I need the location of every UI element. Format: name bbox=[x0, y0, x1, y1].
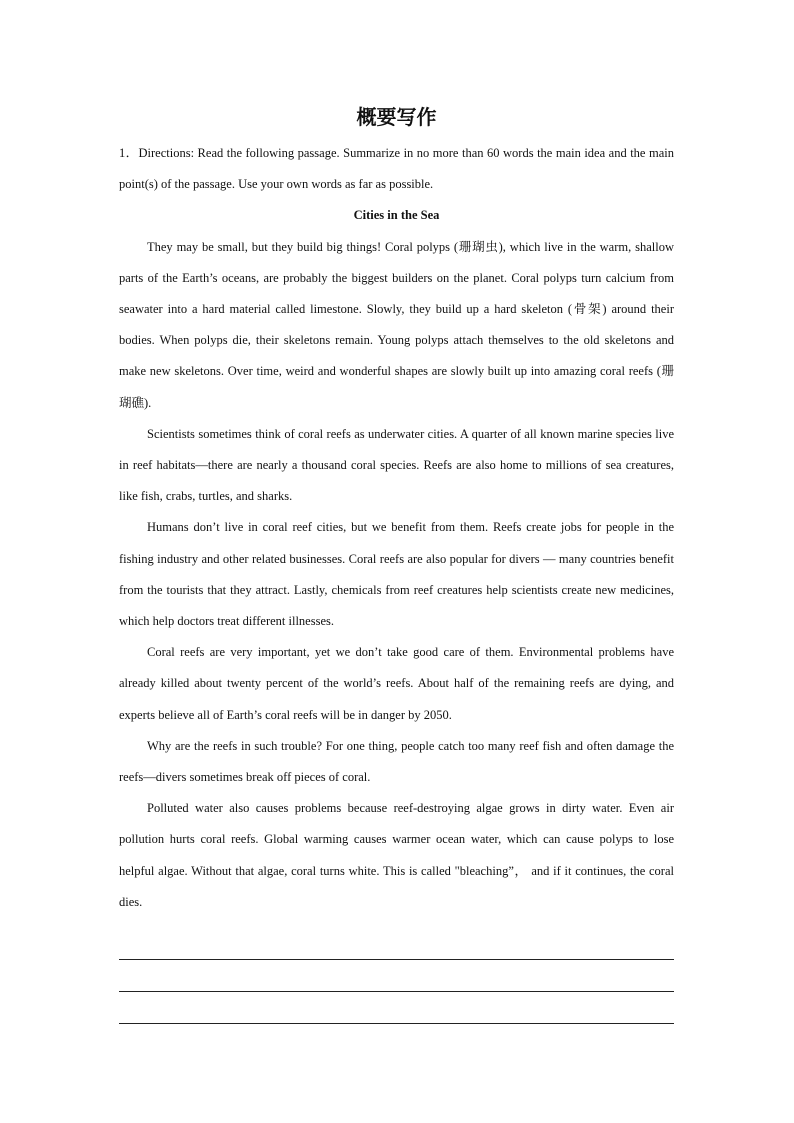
passage-paragraph-5: Why are the reefs in such trouble? For one thing, people catch too many reef fish and often damage the reefs—divers sometimes break off pieces of coral. bbox=[119, 738, 674, 785]
answer-area bbox=[119, 928, 674, 1024]
answer-line[interactable] bbox=[119, 928, 674, 960]
passage-paragraph-3: Humans don’t live in coral reef cities, but we benefit from them. Reefs create jobs for people in the fishing industry and other related businesses. Coral reefs are also popular for divers — many countries benefit from the tourists that they attract. Lastly, chemicals from reef creatures help scientists create new medicines, which help doctors treat different illnesses. bbox=[119, 520, 674, 629]
document-page bbox=[119, 100, 674, 1024]
section-heading: 概要写作 bbox=[356, 105, 437, 129]
passage-paragraph-1: They may be small, but they build big things! Coral polyps (珊瑚虫), which live in the warm, shallow parts of the Earth’s oceans, are probably the biggest builders on the planet. Coral polyps turn calcium from seawater into a hard material called limestone. Slowly, they build up a hard skeleton (骨架) around their bodies. When polyps die, their skeletons remain. Young polyps attach themselves to the old skeletons and make new skeletons. Over time, weird and wonderful shapes are slowly built up into amazing coral reefs (珊瑚礁). bbox=[119, 239, 674, 410]
passage-paragraph-4: Coral reefs are very important, yet we don’t take good care of them. Environmental problems have already killed about twenty percent of the world’s reefs. About half of the remaining reefs are dying, and experts believe all of Earth’s coral reefs will be in danger by 2050. bbox=[119, 645, 674, 722]
answer-line[interactable] bbox=[119, 992, 674, 1024]
question-directions bbox=[119, 138, 674, 200]
passage-title: Cities in the Sea bbox=[353, 208, 440, 223]
answer-line[interactable] bbox=[119, 960, 674, 992]
passage-paragraph-6: Polluted water also causes problems because reef-destroying algae grows in dirty water. Even air pollution hurts coral reefs. Global warming causes warmer ocean water, which can cause polyps to lose helpful algae. Without that algae, coral turns white. This is called "bleaching”， and if it continues, the coral dies. bbox=[119, 801, 674, 909]
question-number: 1． bbox=[119, 146, 139, 160]
directions-text: Directions: Read the following passage. Summarize in no more than 60 words the main idea and the main point(s) of the passage. Use your own words as far as possible. bbox=[119, 146, 674, 192]
passage-paragraph-2: Scientists sometimes think of coral reefs as underwater cities. A quarter of all known marine species live in reef habitats—there are nearly a thousand coral species. Reefs are also home to millions of sea creatures, like fish, crabs, turtles, and sharks. bbox=[119, 426, 674, 504]
